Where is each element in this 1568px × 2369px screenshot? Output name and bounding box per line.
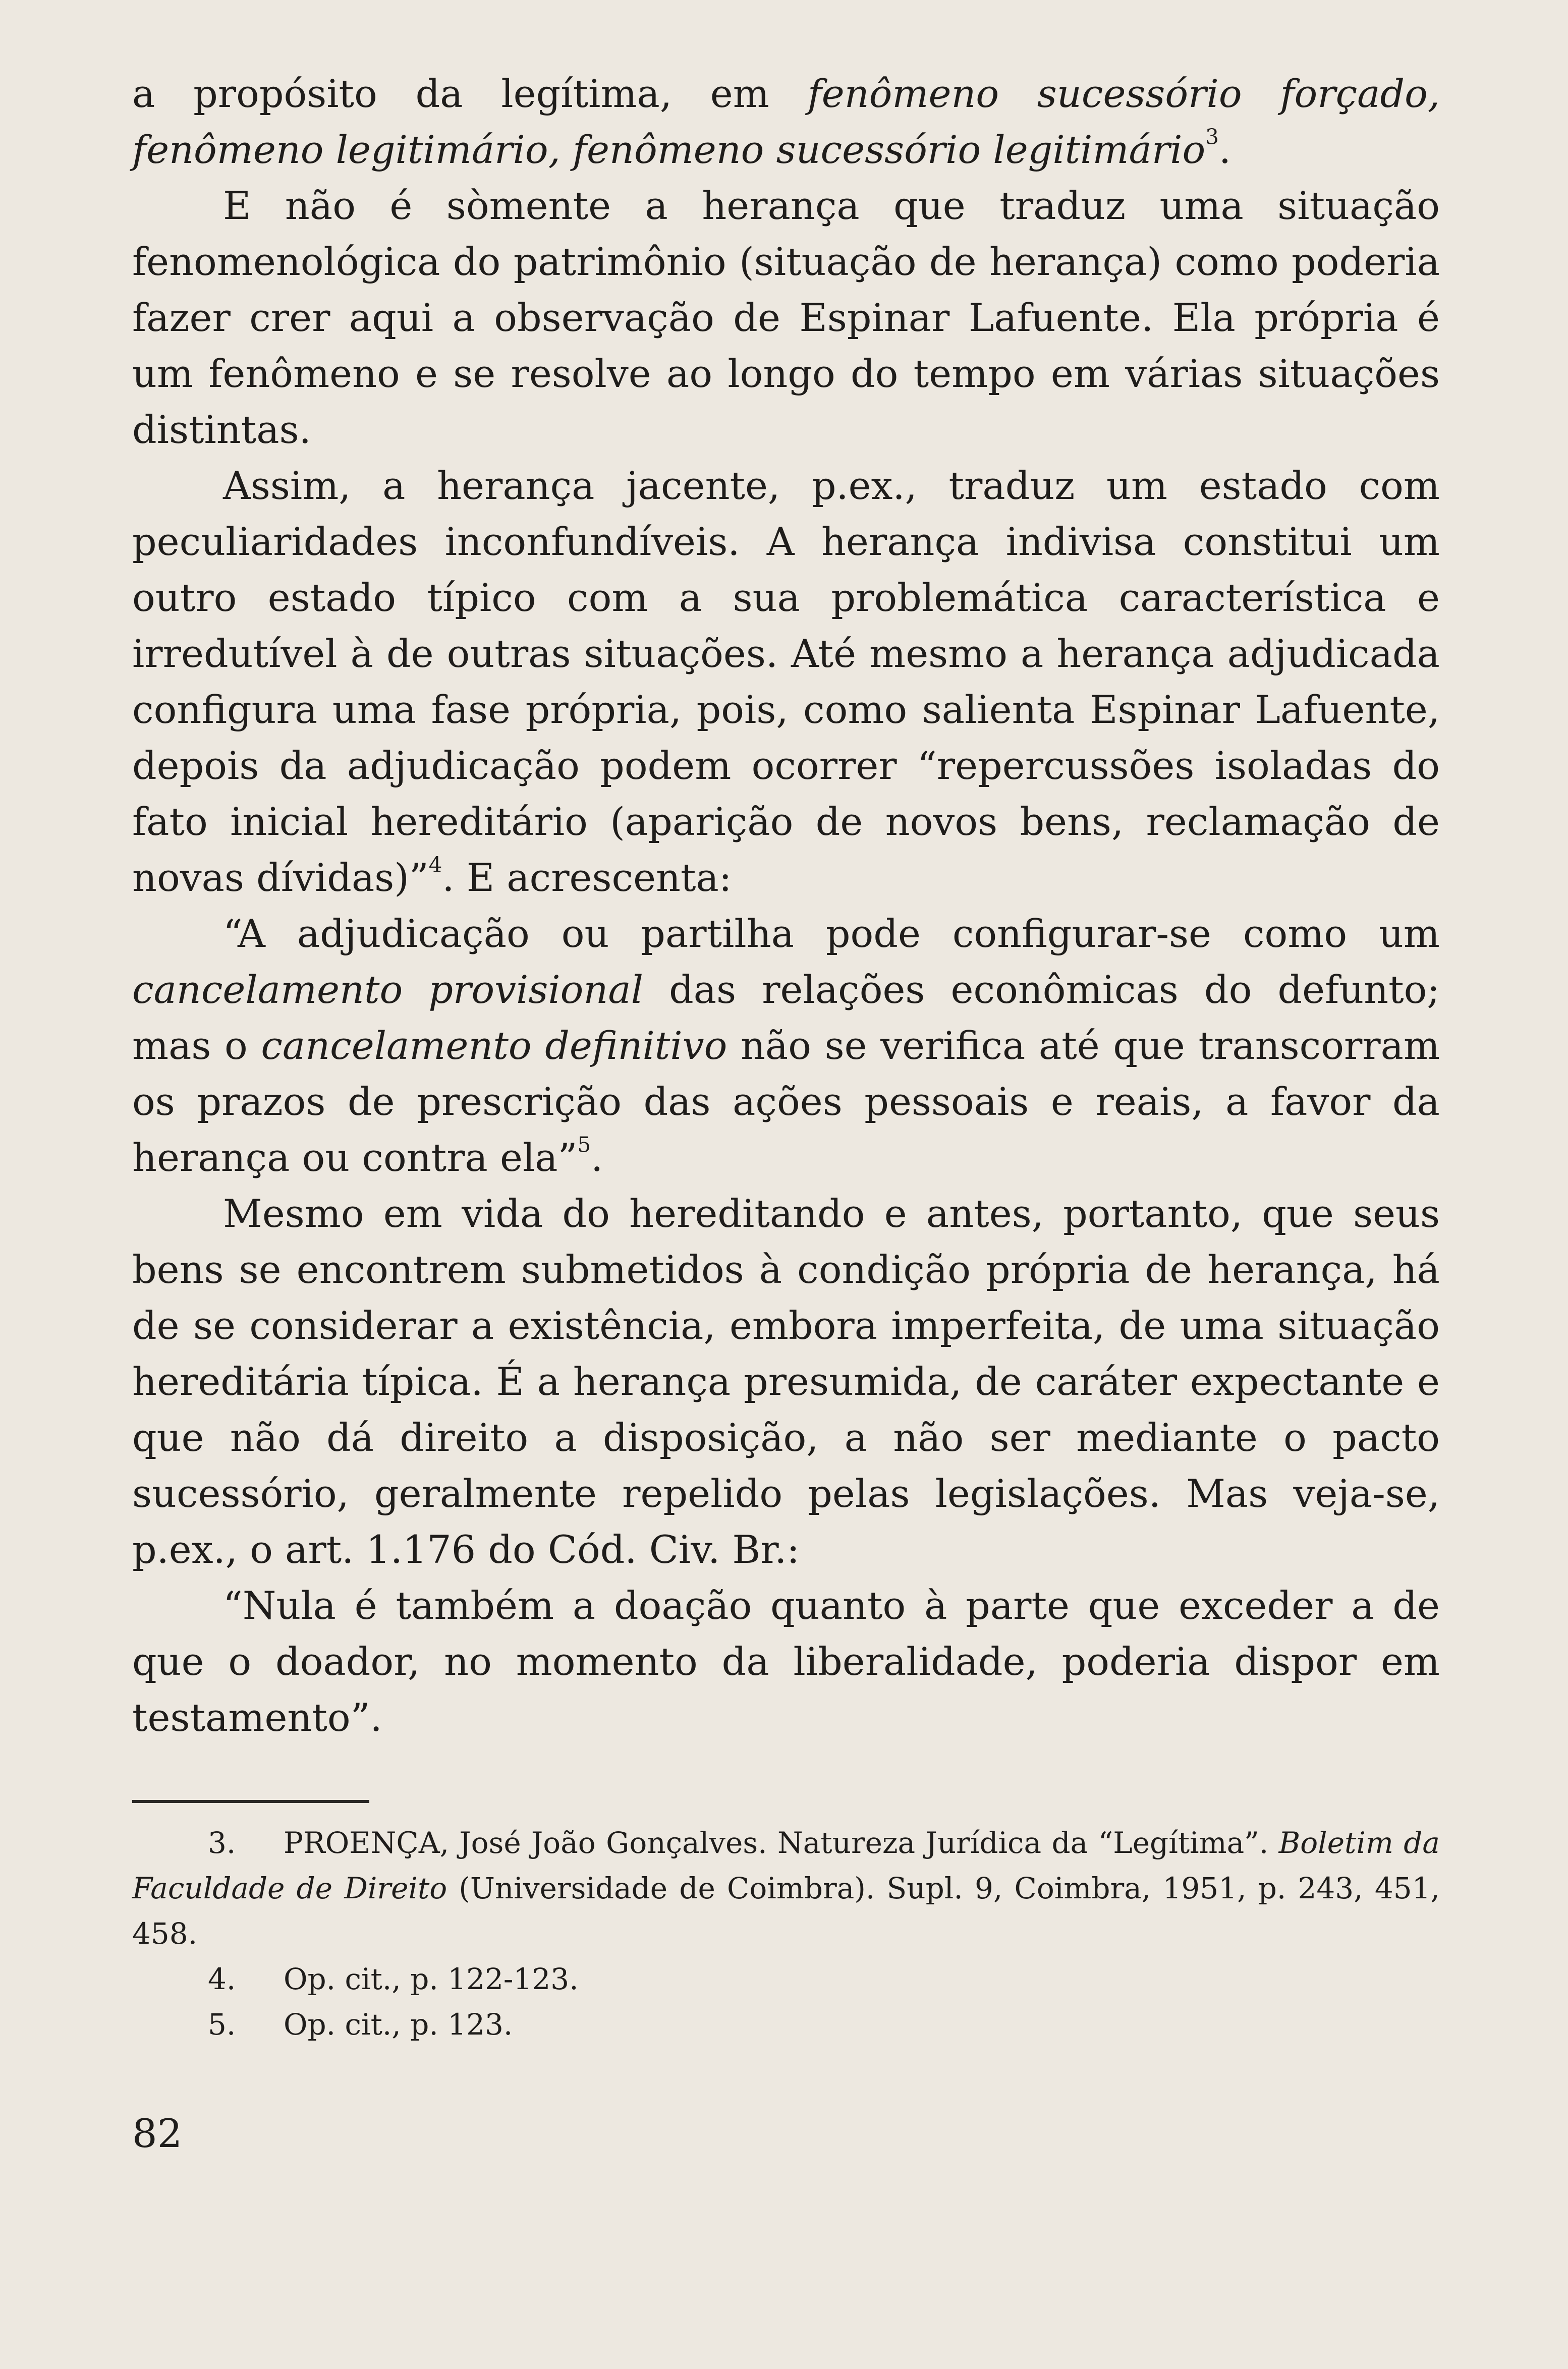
footnote-number: 3. <box>208 1826 236 1860</box>
page-body <box>132 66 1440 1745</box>
body-text <box>132 66 1440 1745</box>
footnote-number: 5. <box>208 2007 236 2042</box>
footnote-3: 3. PROENÇA, José João Gonçalves. Natureza Jurídica da “Legítima”. Boletim da Faculdade de Direito (Universidade de Coimbra). Supl. 9, Coimbra, 1951, p. 243, 451, 458. <box>132 1820 1440 1956</box>
footnotes <box>132 1820 1440 2047</box>
footnote-number: 4. <box>208 1962 236 1996</box>
italic-phrase: cancelamento definitivo <box>261 1023 727 1068</box>
quote-2: “Nula é também a doação quanto à parte que exceder a de que o doador, no momento da liberalidade, poderia dispor em testamento”. <box>132 1583 1440 1740</box>
paragraph-2: E não é sòmente a herança que traduz uma situação fenomenológica do patrimônio (situação de herança) como poderia fazer crer aqui a observação de Espinar Lafuente. Ela própria é um fenômeno e se resolve ao longo do tempo em várias situações distintas. <box>132 183 1440 452</box>
italic-title: Boletim da Faculdade de Direito <box>132 1826 1440 1905</box>
footnote-4: 4. Op. cit., p. 122-123. <box>132 1956 1440 2002</box>
paragraph-1: a propósito da legítima, em fenômeno sucessório forçado, fenômeno legitimário, fenômeno sucessório legitimário$^3$. <box>132 71 1440 172</box>
footnote-divider <box>132 1800 369 1803</box>
footnote-5: 5. Op. cit., p. 123. <box>132 2002 1440 2047</box>
paragraph-3: Assim, a herança jacente, p.ex., traduz um estado com peculiaridades inconfundíveis. A herança indivisa constitui um outro estado típico com a sua problemática característica e irredutível à de outras situações. Até mesmo a herança adjudicada configura uma fase própria, pois, como salienta Espinar Lafuente, depois da adjudicação podem ocorrer “repercussões isoladas do fato inicial hereditário (aparição de novos bens, reclamação de novas dívidas)”$^4$. E acrescenta: <box>132 463 1440 900</box>
footnote-ref-4: 4 <box>428 852 442 877</box>
italic-phrase: cancelamento provisional <box>132 967 643 1012</box>
paragraph-5: Mesmo em vida do hereditando e antes, portanto, que seus bens se encontrem submetidos à condição própria de herança, há de se considerar a existência, embora imperfeita, de uma situação hereditária típica. É a herança presumida, de caráter expectante e que não dá direito a disposição, a não ser mediante o pacto sucessório, geralmente repelido pelas legislações. Mas veja-se, p.ex., o art. 1.176 do Cód. Civ. Br.: <box>132 1191 1440 1572</box>
page-number: 82 <box>132 2111 183 2157</box>
quote-1: “A adjudicação ou partilha pode configurar-se como um cancelamento provisional das relações econômicas do defunto; mas o cancelamento definitivo não se verifica até que transcorram os prazos de prescrição das ações pessoais e reais, a favor da herança ou contra ela”$^5$. <box>132 911 1440 1180</box>
footnote-ref-3: 3 <box>1205 124 1219 149</box>
footnote-ref-5: 5 <box>577 1132 591 1157</box>
italic-phrase: fenômeno sucessório forçado, fenômeno legitimário, fenômeno sucessório legitimário <box>132 71 1440 172</box>
